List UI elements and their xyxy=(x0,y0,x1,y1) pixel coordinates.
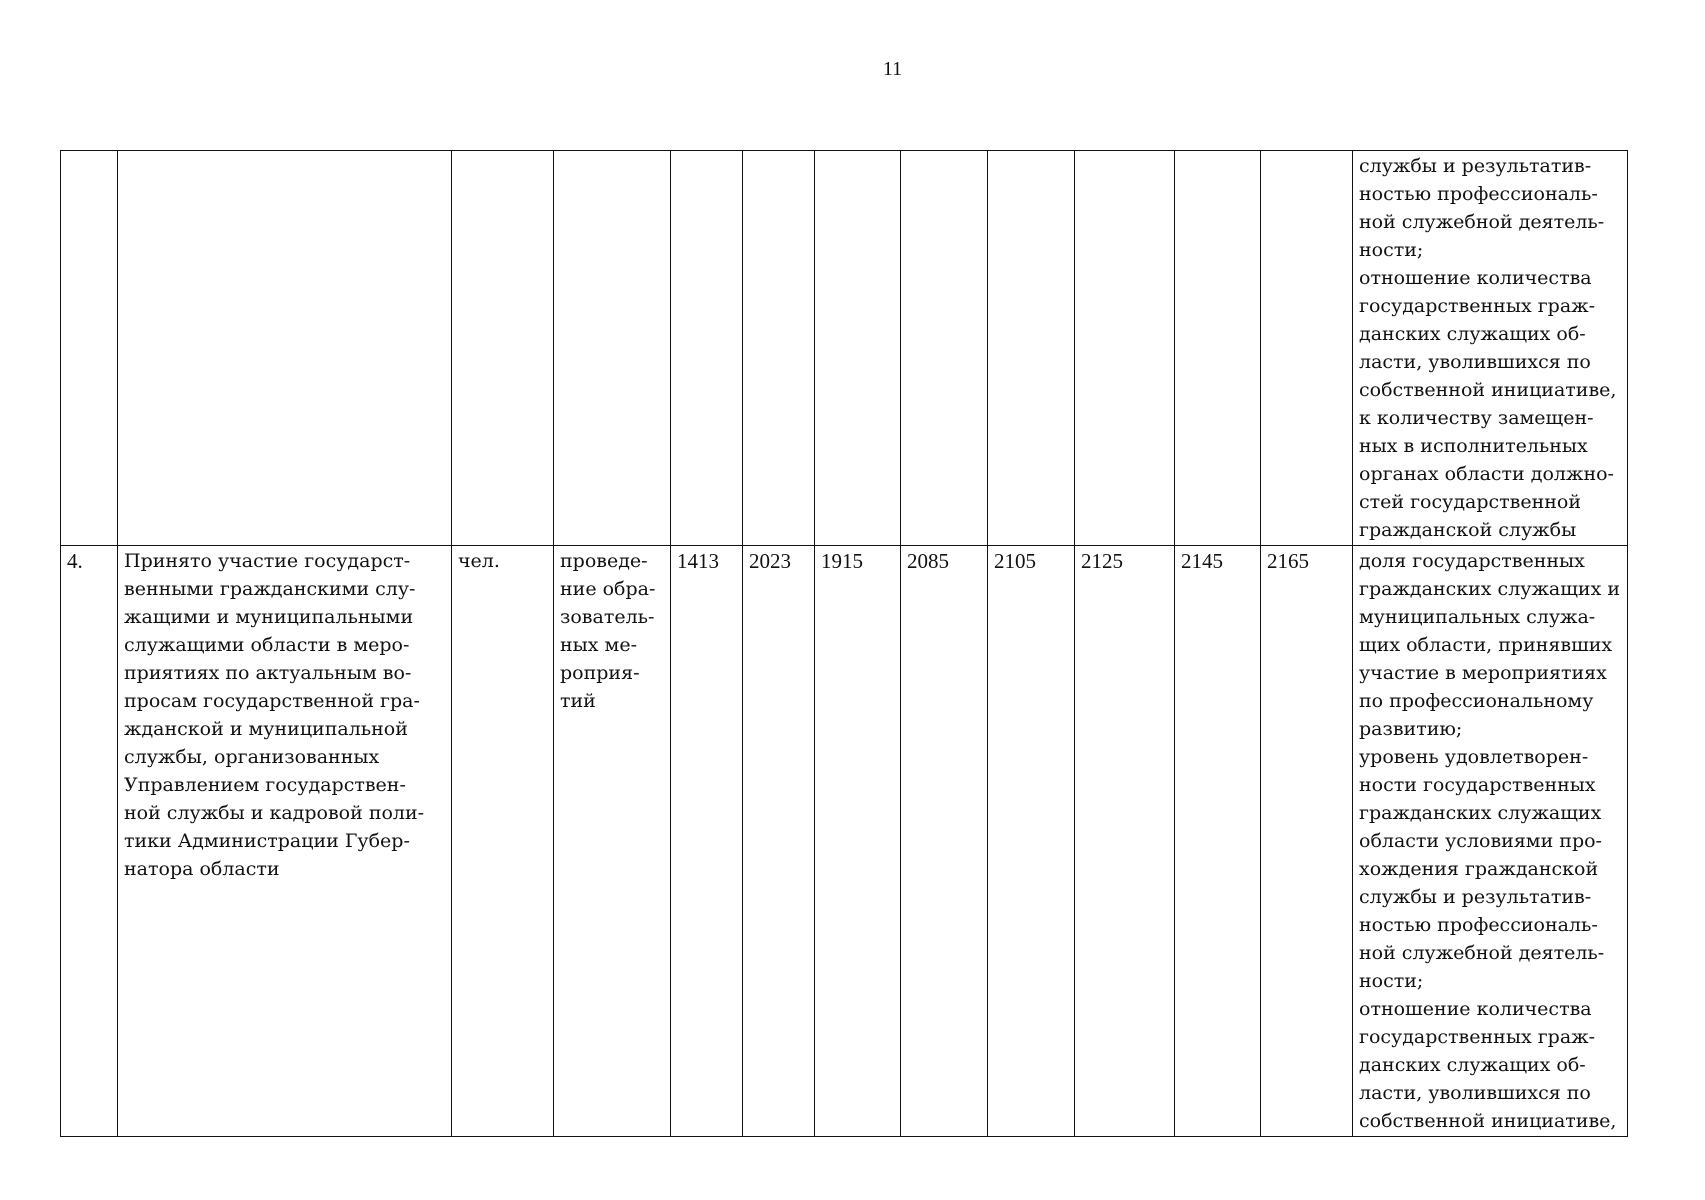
cell-value: 1413 xyxy=(671,546,743,1137)
text-line: зователь- xyxy=(560,606,655,628)
text-line: гражданской службы xyxy=(1359,519,1577,541)
table-row-continued xyxy=(61,151,1628,546)
text-line: ной служебной деятель- xyxy=(1359,942,1605,964)
text-line: щих области, принявших xyxy=(1359,634,1613,656)
text-line: службы, организованных xyxy=(124,746,380,768)
text-line: служащими области в меро- xyxy=(124,634,410,656)
text-line: службы и результатив- xyxy=(1359,886,1592,908)
text-line: Управлением государствен- xyxy=(124,774,406,796)
cell-row-number: 4. xyxy=(61,546,118,1137)
cell-empty xyxy=(1075,151,1175,546)
text-line: ных ме- xyxy=(560,634,637,656)
text-line: данских служащих об- xyxy=(1359,323,1586,345)
text-line: отношение количества xyxy=(1359,267,1592,289)
text-line: жащими и муниципальными xyxy=(124,606,414,628)
text-line: собственной инициативе, xyxy=(1359,379,1617,401)
page-number: 11 xyxy=(882,58,903,80)
cell-value: 1915 xyxy=(815,546,901,1137)
cell-empty xyxy=(1261,151,1353,546)
cell-empty xyxy=(61,151,118,546)
cell-indicators xyxy=(1353,546,1628,1137)
text-line: собственной инициативе, xyxy=(1359,1110,1617,1132)
cell-empty xyxy=(815,151,901,546)
program-table xyxy=(60,150,1628,1137)
text-line: просам государственной гра- xyxy=(124,690,420,712)
text-line: ностью профессиональ- xyxy=(1359,914,1598,936)
text-line: участие в мероприятиях xyxy=(1359,662,1607,684)
cell-value: 2105 xyxy=(988,546,1075,1137)
cell-empty xyxy=(554,151,671,546)
text-line: жданской и муниципальной xyxy=(124,718,408,740)
text-line: по профессиональному xyxy=(1359,690,1594,712)
cell-empty xyxy=(743,151,815,546)
text-line: ности государственных xyxy=(1359,774,1596,796)
text-line: области условиями про- xyxy=(1359,830,1602,852)
cell-empty xyxy=(1175,151,1261,546)
cell-value: 2125 xyxy=(1075,546,1175,1137)
text-line: службы и результатив- xyxy=(1359,155,1592,177)
text-line: доля государственных xyxy=(1359,550,1585,572)
text-line: ности; xyxy=(1359,970,1424,992)
text-line: проведе- xyxy=(560,550,648,572)
text-line: хождения гражданской xyxy=(1359,858,1599,880)
text-line: ной служебной деятель- xyxy=(1359,211,1605,233)
cell-empty xyxy=(118,151,452,546)
text-line: уровень удовлетворен- xyxy=(1359,746,1589,768)
text-line: к количеству замещен- xyxy=(1359,407,1594,429)
cell-empty xyxy=(988,151,1075,546)
text-line: ности; xyxy=(1359,239,1424,261)
text-line: ных в исполнительных xyxy=(1359,435,1588,457)
text-line: муниципальных служа- xyxy=(1359,606,1596,628)
text-line: роприя- xyxy=(560,662,640,684)
text-line: государственных граж- xyxy=(1359,1026,1596,1048)
cell-value: 2165 xyxy=(1261,546,1353,1137)
table-row-4 xyxy=(61,546,1628,1137)
text-line: развитию; xyxy=(1359,718,1463,740)
text-line: данских служащих об- xyxy=(1359,1054,1586,1076)
cell-value: 2023 xyxy=(743,546,815,1137)
text-line: тики Администрации Губер- xyxy=(124,830,410,852)
cell-empty xyxy=(452,151,554,546)
text-line: гражданских служащих xyxy=(1359,802,1602,824)
text-line: ласти, уволившихся по xyxy=(1359,1082,1591,1104)
cell-event-description xyxy=(118,546,452,1137)
cell-indicators-continued xyxy=(1353,151,1628,546)
text-line: венными гражданскими слу- xyxy=(124,578,416,600)
text-line: стей государственной xyxy=(1359,491,1582,513)
cell-value: 2085 xyxy=(901,546,988,1137)
text-line: ностью профессиональ- xyxy=(1359,183,1598,205)
text-line: ной службы и кадровой поли- xyxy=(124,802,425,824)
cell-empty xyxy=(901,151,988,546)
text-line: приятиях по актуальным во- xyxy=(124,662,412,684)
cell-unit: чел. xyxy=(452,546,554,1137)
text-line: государственных граж- xyxy=(1359,295,1596,317)
cell-empty xyxy=(671,151,743,546)
cell-value: 2145 xyxy=(1175,546,1261,1137)
text-line: натора области xyxy=(124,858,280,880)
cell-method xyxy=(554,546,671,1137)
text-line: гражданских служащих и xyxy=(1359,578,1620,600)
text-line: отношение количества xyxy=(1359,998,1592,1020)
text-line: тий xyxy=(560,690,596,712)
text-line: органах области должно- xyxy=(1359,463,1614,485)
text-line: ние обра- xyxy=(560,578,656,600)
text-line: ласти, уволившихся по xyxy=(1359,351,1591,373)
text-line: Принято участие государст- xyxy=(124,550,411,572)
